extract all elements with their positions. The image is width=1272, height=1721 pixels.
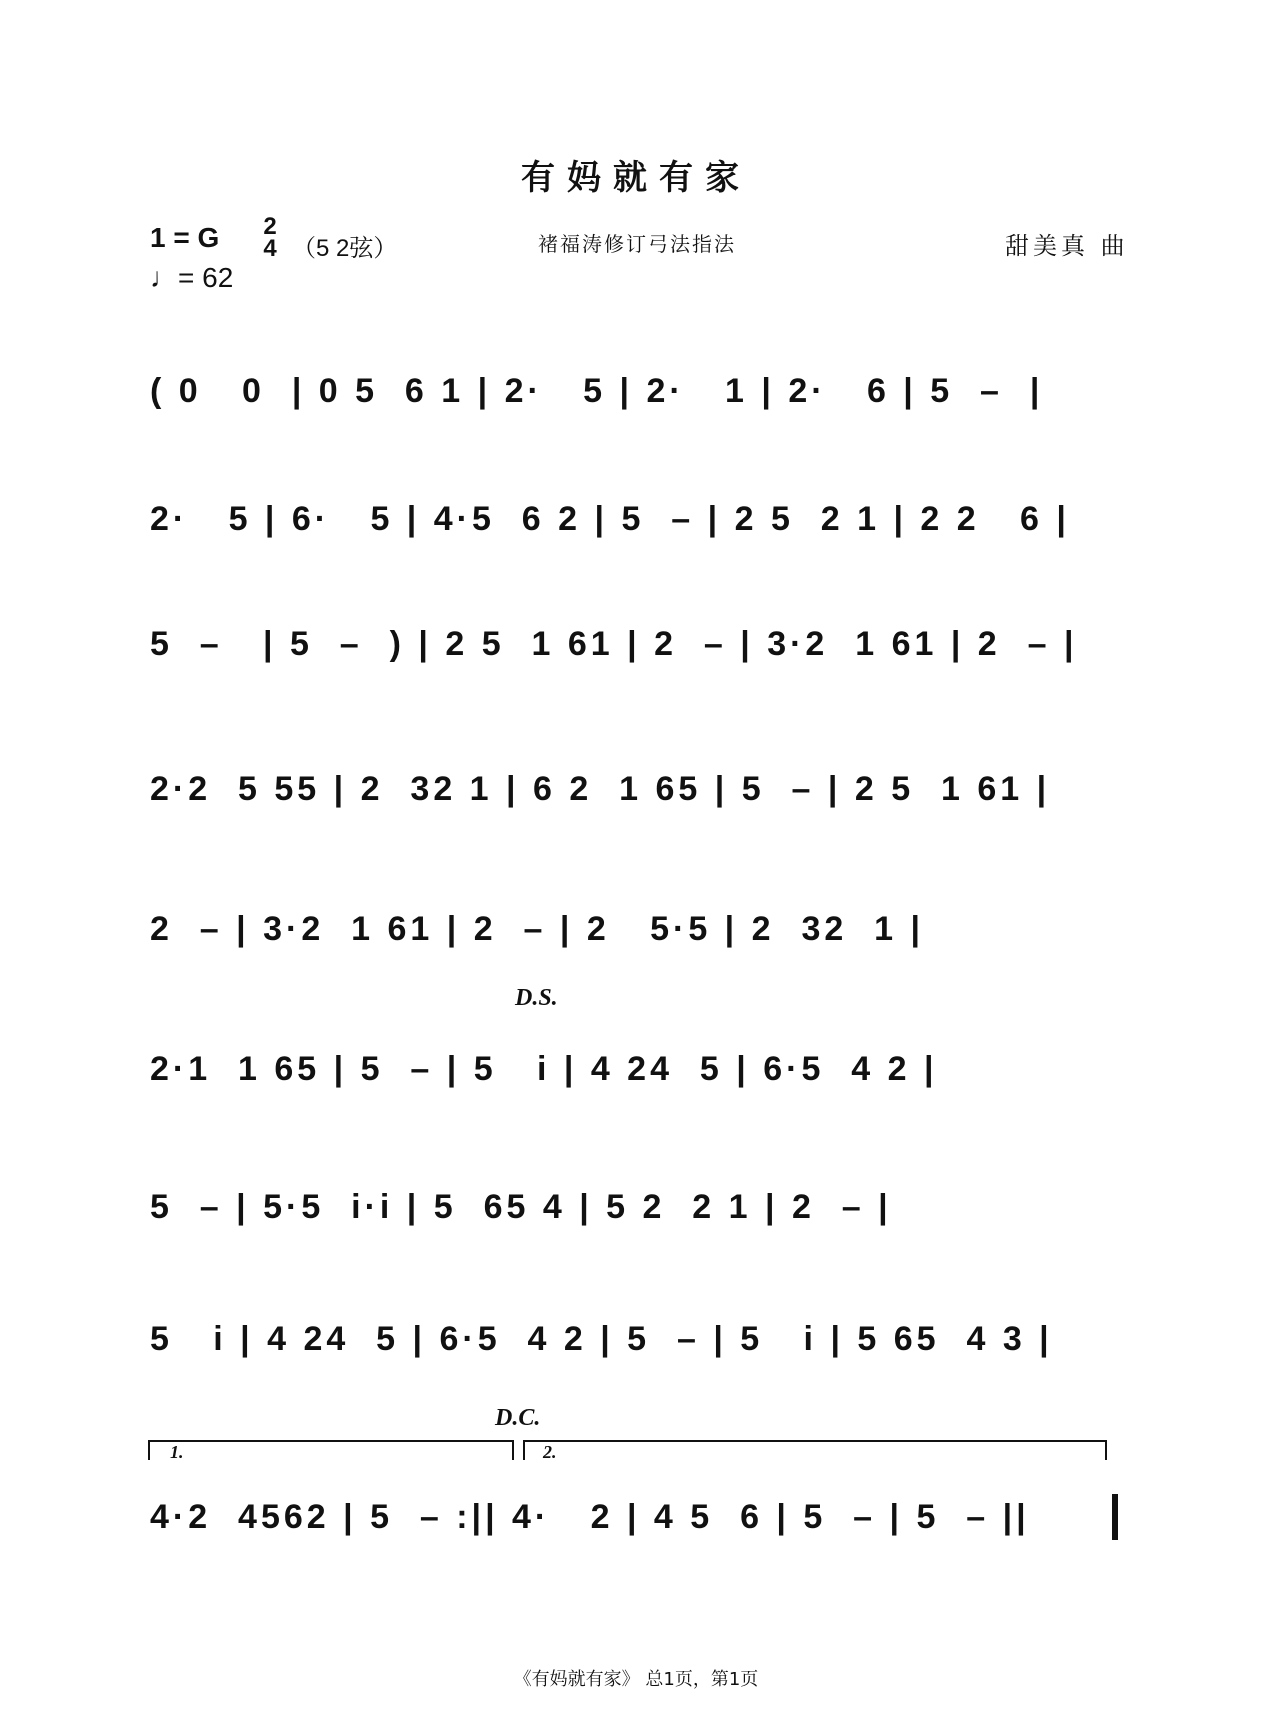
score-row-9 (150, 1498, 1130, 1588)
score-row-7 (150, 1188, 1130, 1278)
key-signature: 1 = G (150, 222, 220, 253)
notes-row-8: 5 i | 4 24 5 | 6·5 4 2 | 5 – | 5 i | 5 65 4 3 | (150, 1320, 1053, 1358)
score-row-8 (150, 1320, 1130, 1410)
time-signature (258, 213, 282, 262)
tempo-marking: ♩= 62 (150, 262, 234, 293)
score-row-2 (150, 500, 1130, 590)
score-row-1 (150, 372, 1130, 462)
notes-row-5: 2 – | 3·2 1 61 | 2 – | 2 5·5 | 2 32 1 | (150, 910, 925, 948)
second-ending-label: 2. (543, 1442, 557, 1462)
second-ending-bracket (523, 1440, 1107, 1460)
score-row-4 (150, 770, 1130, 860)
time-signature-top: 2 (263, 213, 277, 240)
score-row-5 (150, 910, 1130, 1000)
final-barline (1112, 1494, 1118, 1540)
first-ending-bracket (148, 1440, 514, 1460)
song-title: 有妈就有家 (521, 158, 751, 198)
string-tuning: （5 2弦） (292, 235, 398, 262)
notes-row-6: 2·1 1 65 | 5 – | 5 i | 4 24 5 | 6·5 4 2 | (150, 1050, 938, 1088)
notes-row-7: 5 – | 5·5 i·i | 5 65 4 | 5 2 2 1 | 2 – | (150, 1188, 892, 1226)
time-signature-bottom: 4 (263, 235, 277, 262)
dal-segno-marker: D.S. (515, 985, 558, 1011)
notes-row-2: 2· 5 | 6· 5 | 4·5 6 2 | 5 – | 2 5 2 1 | 2 2 6 | (150, 500, 1070, 538)
score-row-6 (150, 1050, 1130, 1140)
composer-credit: 甜美真 曲 (1005, 232, 1129, 260)
page-footer: 《有妈就有家》 总1页，第1页 (513, 1669, 759, 1690)
score-row-3 (150, 625, 1130, 715)
da-capo-marker: D.C. (495, 1405, 541, 1431)
first-ending-label: 1. (170, 1442, 184, 1462)
editor-credit: 褚福涛修订弓法指法 (538, 232, 736, 256)
notes-row-9: 4·2 4562 | 5 – :|| 4· 2 | 4 5 6 | 5 – | 5 – || (150, 1498, 1030, 1536)
notes-row-3: 5 – | 5 – ) | 2 5 1 61 | 2 – | 3·2 1 61 | 2 – | (150, 625, 1078, 663)
notes-row-1: ( 0 0 | 0 5 6 1 | 2· 5 | 2· 1 | 2· 6 | 5 – | (150, 372, 1044, 410)
notes-row-4: 2·2 5 55 | 2 32 1 | 6 2 1 65 | 5 – | 2 5 1 61 | (150, 770, 1051, 808)
